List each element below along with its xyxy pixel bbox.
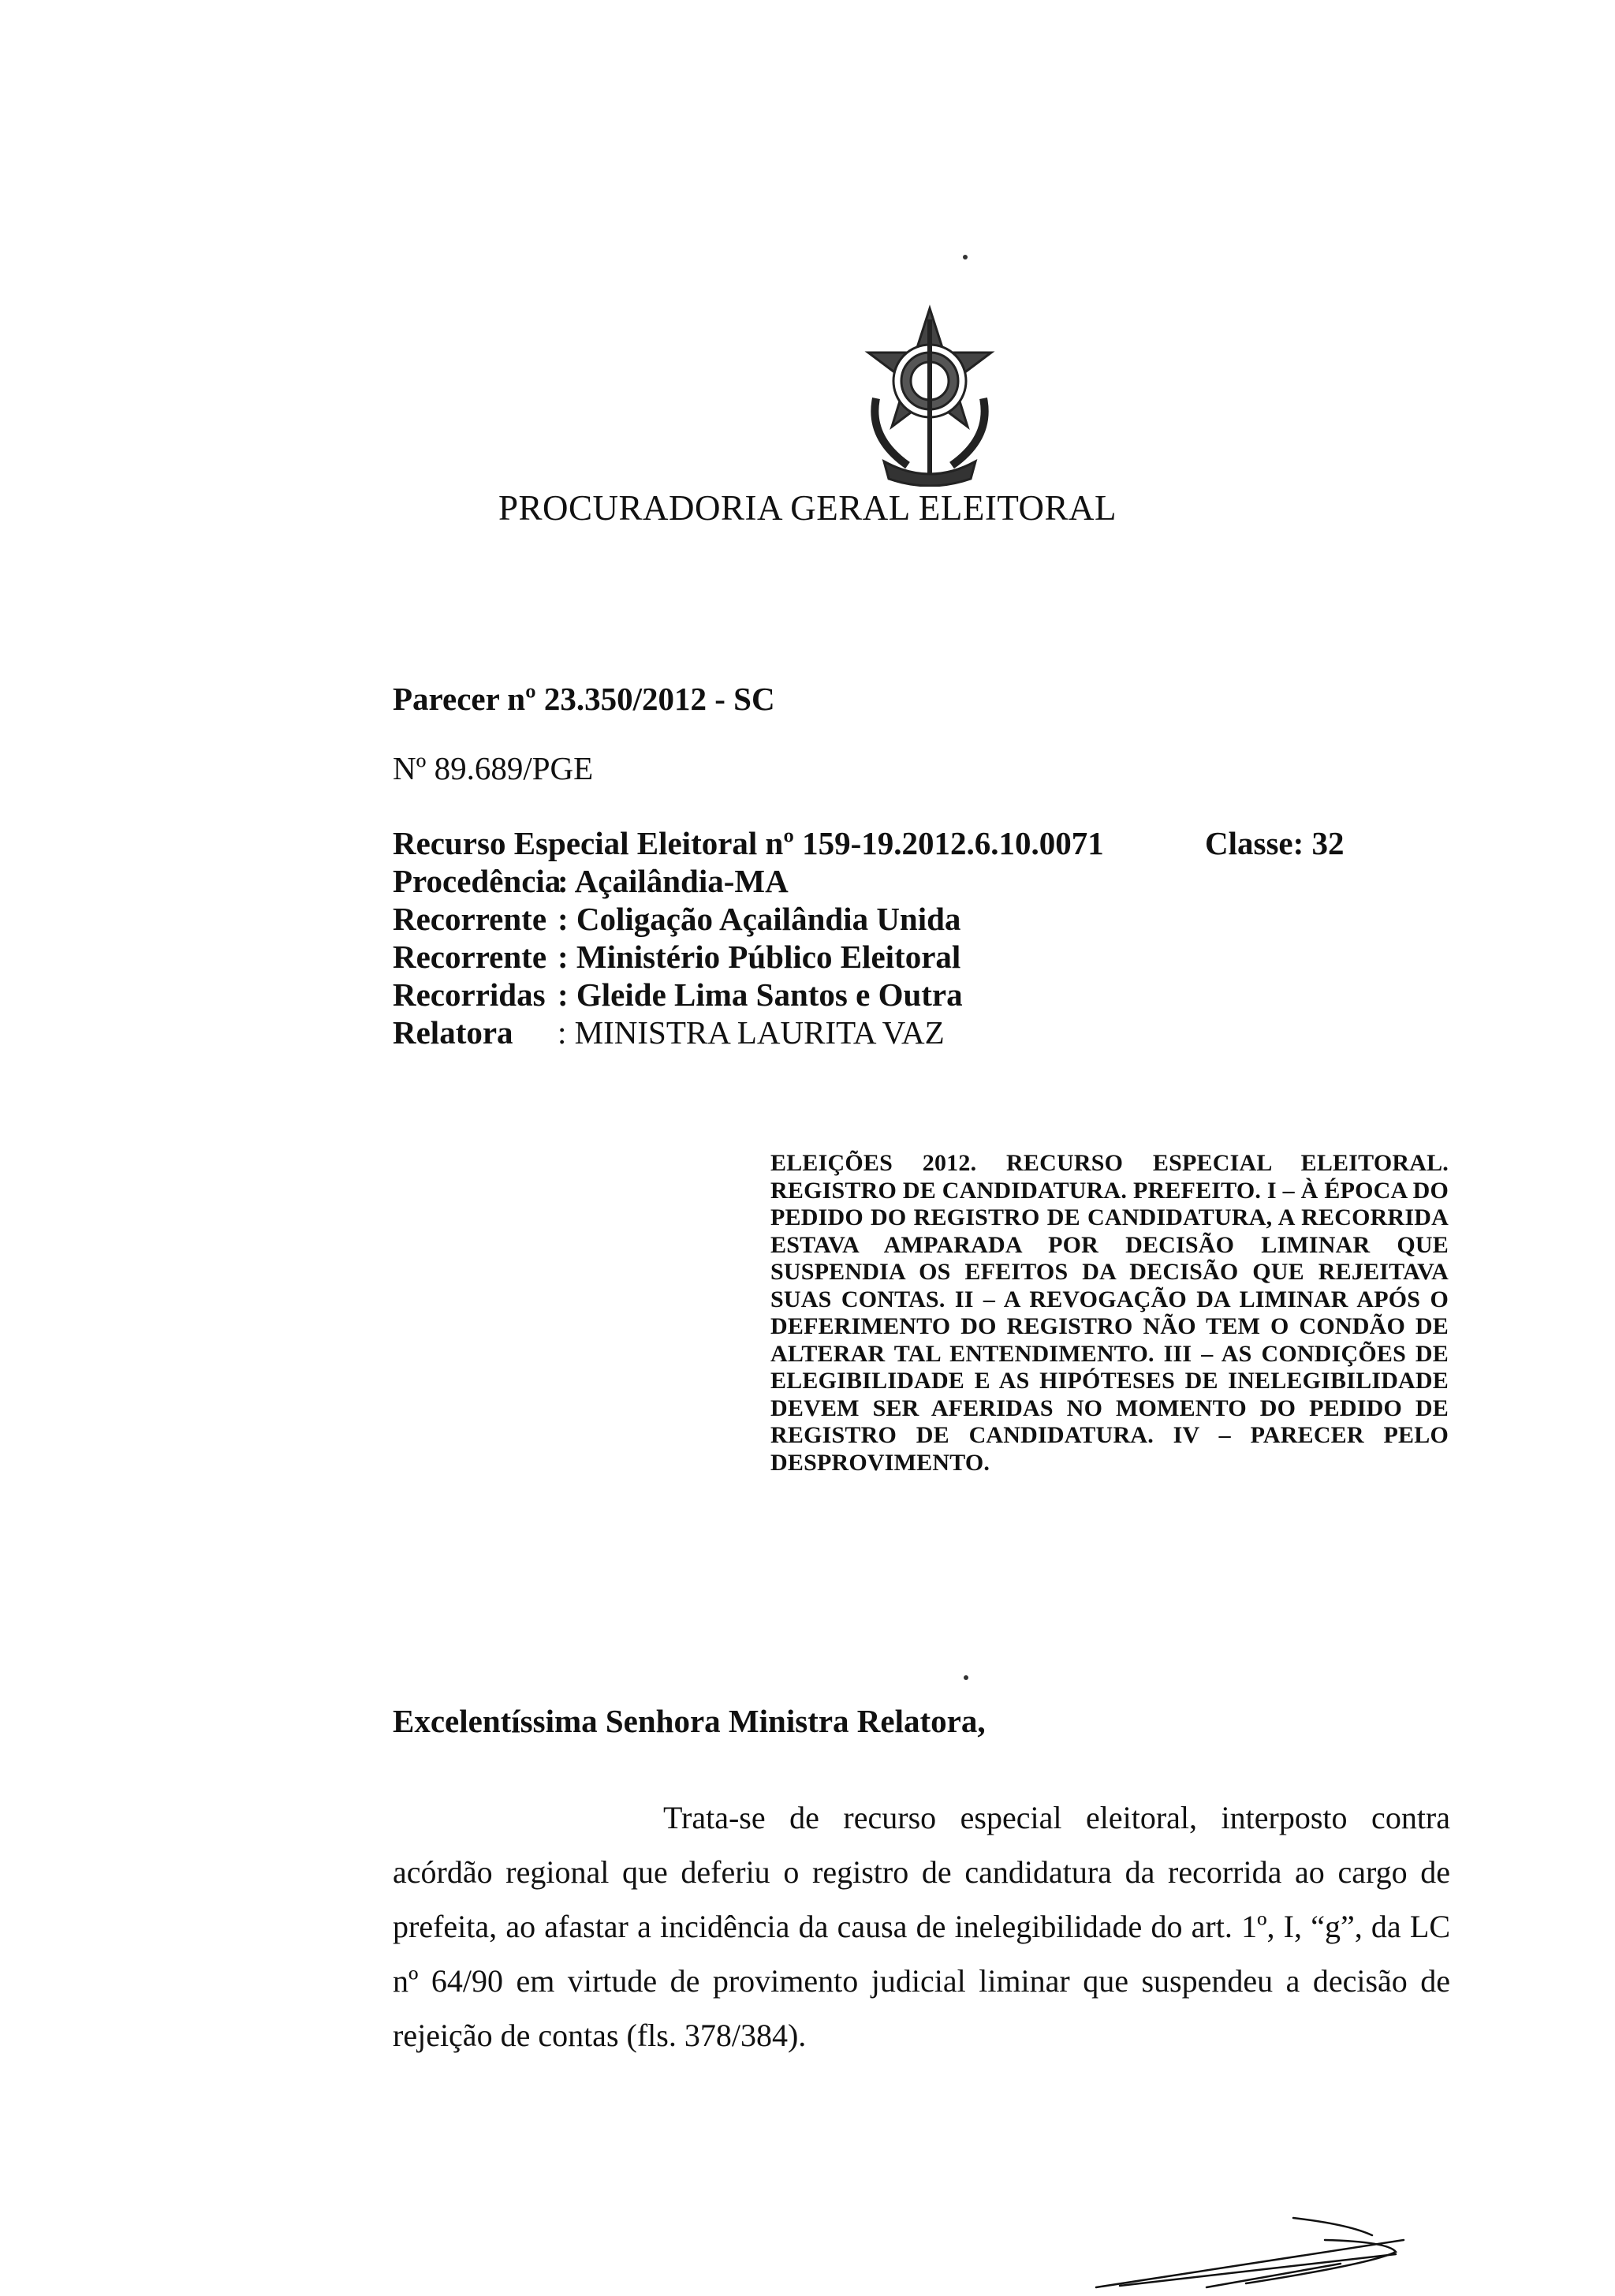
party-row — [393, 862, 1104, 900]
party-label: Recorrente — [393, 901, 547, 937]
party-value: : Coligação Açailândia Unida — [558, 901, 961, 937]
party-label: Procedência — [393, 863, 561, 899]
party-value: : Açailândia-MA — [558, 863, 789, 899]
party-row — [393, 900, 1104, 938]
parecer-number: Parecer nº 23.350/2012 - SC — [393, 681, 775, 717]
pge-number: Nº 89.689/PGE — [393, 750, 594, 786]
party-row — [393, 976, 1104, 1014]
party-label: Relatora — [393, 1014, 513, 1051]
party-value: : Ministério Público Eleitoral — [558, 939, 961, 975]
party-row — [393, 938, 1104, 976]
brazil-coat-of-arms-icon — [852, 304, 1007, 487]
handwritten-signature-icon — [1088, 2208, 1419, 2295]
party-label: Recorrente — [393, 939, 547, 975]
body-paragraph: Trata-se de recurso especial eleitoral, interposto contra acórdão regional que deferiu o registro de candidatura da recorrida ao cargo de prefeita, ao afastar a incidência da causa de inelegibilidade do art. 1º, I, “g”, da LC nº 64/90 em virtude de provimento judicial liminar que suspendeu a decisão de rejeição de contas (fls. 378/384). — [393, 1800, 1450, 2053]
organization-name: PROCURADORIA GERAL ELEITORAL — [498, 488, 1117, 528]
scan-speck — [963, 255, 968, 259]
recurso-row — [393, 824, 1104, 862]
party-row — [393, 1014, 1104, 1051]
classe-label: Classe: 32 — [1205, 825, 1345, 861]
ementa-summary: ELEIÇÕES 2012. RECURSO ESPECIAL ELEITORAL. REGISTRO DE CANDIDATURA. PREFEITO. I – À ÉPOCA DO PEDIDO DO REGISTRO DE CANDIDATURA, A RECORRIDA ESTAVA AMPARADA POR DECISÃO LIMINAR QUE SUSPENDIA OS EFEITOS DA DECISÃO QUE REJEITAVA SUAS CONTAS. II – A REVOGAÇÃO DA LIMINAR APÓS O DEFERIMENTO DO REGISTRO NÃO TEM O CONDÃO DE ALTERAR TAL ENTENDIMENTO. III – AS CONDIÇÕES DE ELEGIBILIDADE E AS HIPÓTESES DE INELEGIBILIDADE DEVEM SER AFERIDAS NO MOMENTO DO PEDIDO DE REGISTRO DE CANDIDATURA. IV – PARECER PELO DESPROVIMENTO. — [770, 1150, 1449, 1476]
salutation: Excelentíssima Senhora Ministra Relatora, — [393, 1703, 986, 1739]
party-label: Recorridas — [393, 976, 546, 1013]
recurso-title: Recurso Especial Eleitoral nº 159-19.2012.6.10.0071 — [393, 825, 1104, 861]
party-value: : Gleide Lima Santos e Outra — [558, 976, 963, 1013]
scan-speck — [964, 1675, 968, 1680]
case-metadata — [393, 824, 1104, 1051]
party-value: : MINISTRA LAURITA VAZ — [558, 1014, 945, 1051]
